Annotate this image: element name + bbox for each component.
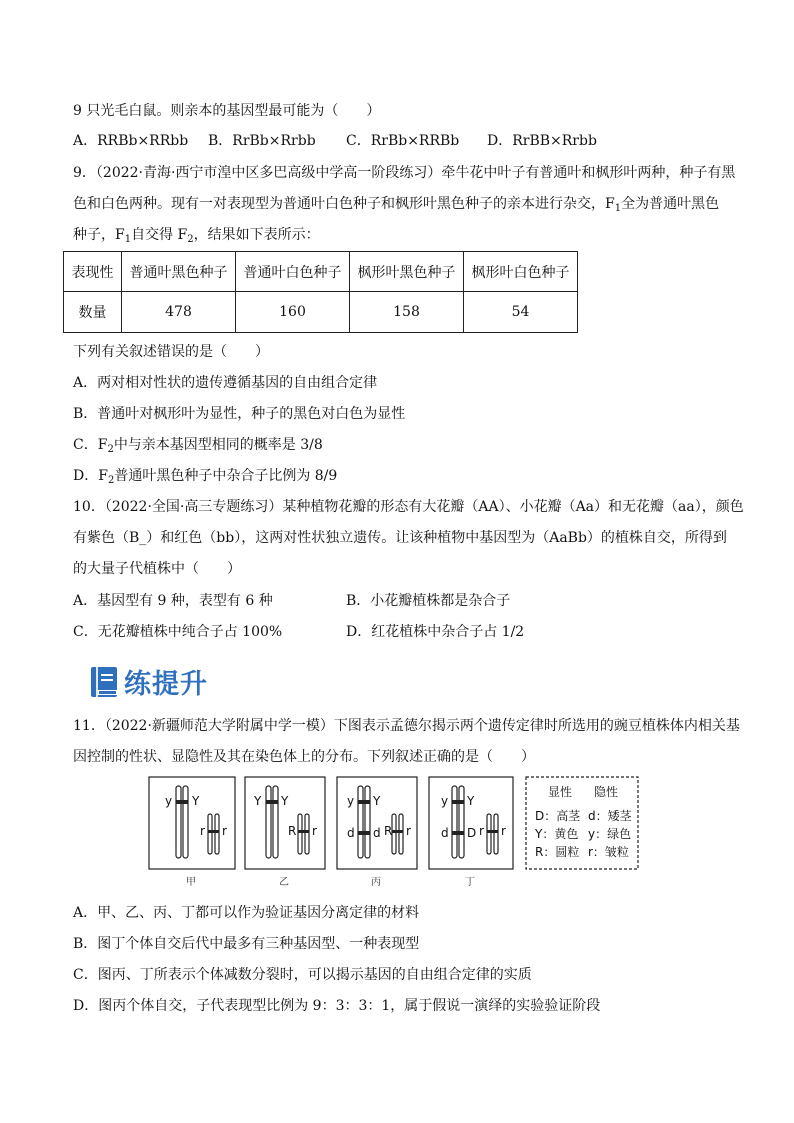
q9-option-d: D．$F_2$普通叶黑色种子中杂合子比例为 8/9 <box>73 468 338 486</box>
q9-line2: 色和白色两种。现有一对表现型为普通叶白色种子和枫形叶黑色种子的亲本进行杂交，$F_1$全为普通叶黑色 <box>73 196 720 214</box>
table-header-cell: 枫形叶白色种子 <box>464 252 578 292</box>
gene-label: D <box>467 826 477 840</box>
chromosome-figure <box>148 774 642 888</box>
q9-option-b: B．普通叶对枫形叶为显性，种子的黑色对白色为显性 <box>73 406 406 422</box>
panel-yi-frame <box>245 777 325 869</box>
table-header-cell: 枫形叶黑色种子 <box>350 252 464 292</box>
table-header-cell: 普通叶白色种子 <box>236 252 350 292</box>
q9-option-c: C．$F_2$中与亲本基因型相同的概率是 3/8 <box>73 437 323 455</box>
q11-option-a: A．甲、乙、丙、丁都可以作为验证基因分离定律的材料 <box>73 905 420 921</box>
table-cell: 160 <box>236 292 350 333</box>
gene-label: r <box>479 824 484 838</box>
gene-label: Y <box>281 794 289 808</box>
q10-option-a: A．基因型有 9 种，表型有 6 种 <box>73 593 273 609</box>
legend-recessive-header: 隐性 <box>594 785 619 799</box>
q11-line1: 11．（2022·新疆师范大学附属中学一模）下图表示孟德尔揭示两个遗传定律时所选用的豌豆植株体内相关基 <box>73 718 740 734</box>
q9-option-a: A．两对相对性状的遗传遵循基因的自由组合定律 <box>73 375 378 391</box>
q8-option-c: C．RrBb×RRBb <box>346 133 460 149</box>
table-cell: 478 <box>122 292 236 333</box>
legend-entry: D：高茎 <box>535 809 581 823</box>
gene-label: y <box>347 794 355 808</box>
panel-bing-frame <box>337 777 417 869</box>
panel-jia-frame <box>149 777 235 869</box>
gene-label: y <box>165 794 173 808</box>
book-icon <box>90 666 118 698</box>
gene-label: Y <box>192 794 200 808</box>
gene-label: Y <box>373 794 381 808</box>
gene-label: r <box>222 824 227 838</box>
q11-line2: 因控制的性状、显隐性及其在染色体上的分布。下列叙述正确的是（ ） <box>73 749 535 765</box>
gene-label: d <box>373 826 381 840</box>
panel-ding-frame <box>429 777 513 869</box>
q10-line2: 有紫色（B_）和红色（bb），这两对性状独立遗传。让该种植物中基因型为（AaBb）的植株自交，所得到 <box>73 530 727 546</box>
q9-stem: 下列有关叙述错误的是（ ） <box>73 344 269 360</box>
q9-line3: 种子，$F_1$自交得 $F_2$，结果如下表所示： <box>73 227 320 245</box>
legend-entry: d：矮茎 <box>588 809 632 823</box>
q9-results-table <box>63 251 578 333</box>
q10-line1: 10．（2022·全国·高三专题练习）某种植物花瓣的形态有大花瓣（AA）、小花瓣（Aa）和无花瓣（aa），颜色 <box>73 499 744 515</box>
table-row-label: 数量 <box>64 292 122 333</box>
q9-line1: 9．（2022·青海·西宁市湟中区多巴高级中学高一阶段练习）牵牛花中叶子有普通叶和枫形叶两种，种子有黑 <box>73 165 736 181</box>
table-header-row <box>64 252 578 292</box>
q10-line3: 的大量子代植株中（ ） <box>73 561 241 577</box>
q10-option-c: C．无花瓣植株中纯合子占 100% <box>73 624 283 640</box>
gene-label: r <box>501 824 506 838</box>
table-row <box>64 292 578 333</box>
section-title: 练提升 <box>124 669 208 700</box>
gene-label: R <box>288 824 297 838</box>
q8-tail-text: 9 只光毛白鼠。则亲本的基因型最可能为（ ） <box>73 103 381 119</box>
panel-caption: 乙 <box>279 877 289 888</box>
gene-label: R <box>384 824 393 838</box>
q10-option-d: D．红花植株中杂合子占 1/2 <box>346 624 525 640</box>
gene-label: d <box>347 826 355 840</box>
table-header-cell: 表现性 <box>64 252 122 292</box>
gene-label: d <box>441 826 449 840</box>
table-header-cell: 普通叶黑色种子 <box>122 252 236 292</box>
legend-entry: Y：黄色 <box>535 827 579 841</box>
table-cell: 158 <box>350 292 464 333</box>
gene-label: Y <box>467 794 475 808</box>
panel-caption: 丁 <box>465 877 475 888</box>
q8-option-b: B．RrBb×Rrbb <box>208 133 316 149</box>
legend-entry: R：圆粒 <box>535 845 580 859</box>
gene-label: r <box>200 824 205 838</box>
panel-caption: 丙 <box>371 877 381 888</box>
gene-label: y <box>441 794 449 808</box>
legend-entry: r：皱粒 <box>588 845 629 859</box>
section-heading <box>90 662 208 701</box>
q10-option-b: B．小花瓣植株都是杂合子 <box>346 593 511 609</box>
gene-label: Y <box>254 794 262 808</box>
gene-label: r <box>406 824 411 838</box>
q11-option-d: D．图丙个体自交，子代表现型比例为 9：3：3：1，属于假说一演绎的实验验证阶段 <box>73 998 601 1014</box>
legend-dominant-header: 显性 <box>548 785 573 799</box>
q8-option-d: D．RrBB×Rrbb <box>487 133 597 149</box>
gene-label: r <box>312 824 317 838</box>
q8-option-a: A．RRBb×RRbb <box>73 133 189 149</box>
panel-caption: 甲 <box>186 877 196 888</box>
legend-entry: y：绿色 <box>588 827 632 841</box>
q11-option-b: B．图丁个体自交后代中最多有三种基因型、一种表现型 <box>73 936 420 952</box>
q11-option-c: C．图丙、丁所表示个体减数分裂时，可以揭示基因的自由组合定律的实质 <box>73 967 532 983</box>
table-cell: 54 <box>464 292 578 333</box>
